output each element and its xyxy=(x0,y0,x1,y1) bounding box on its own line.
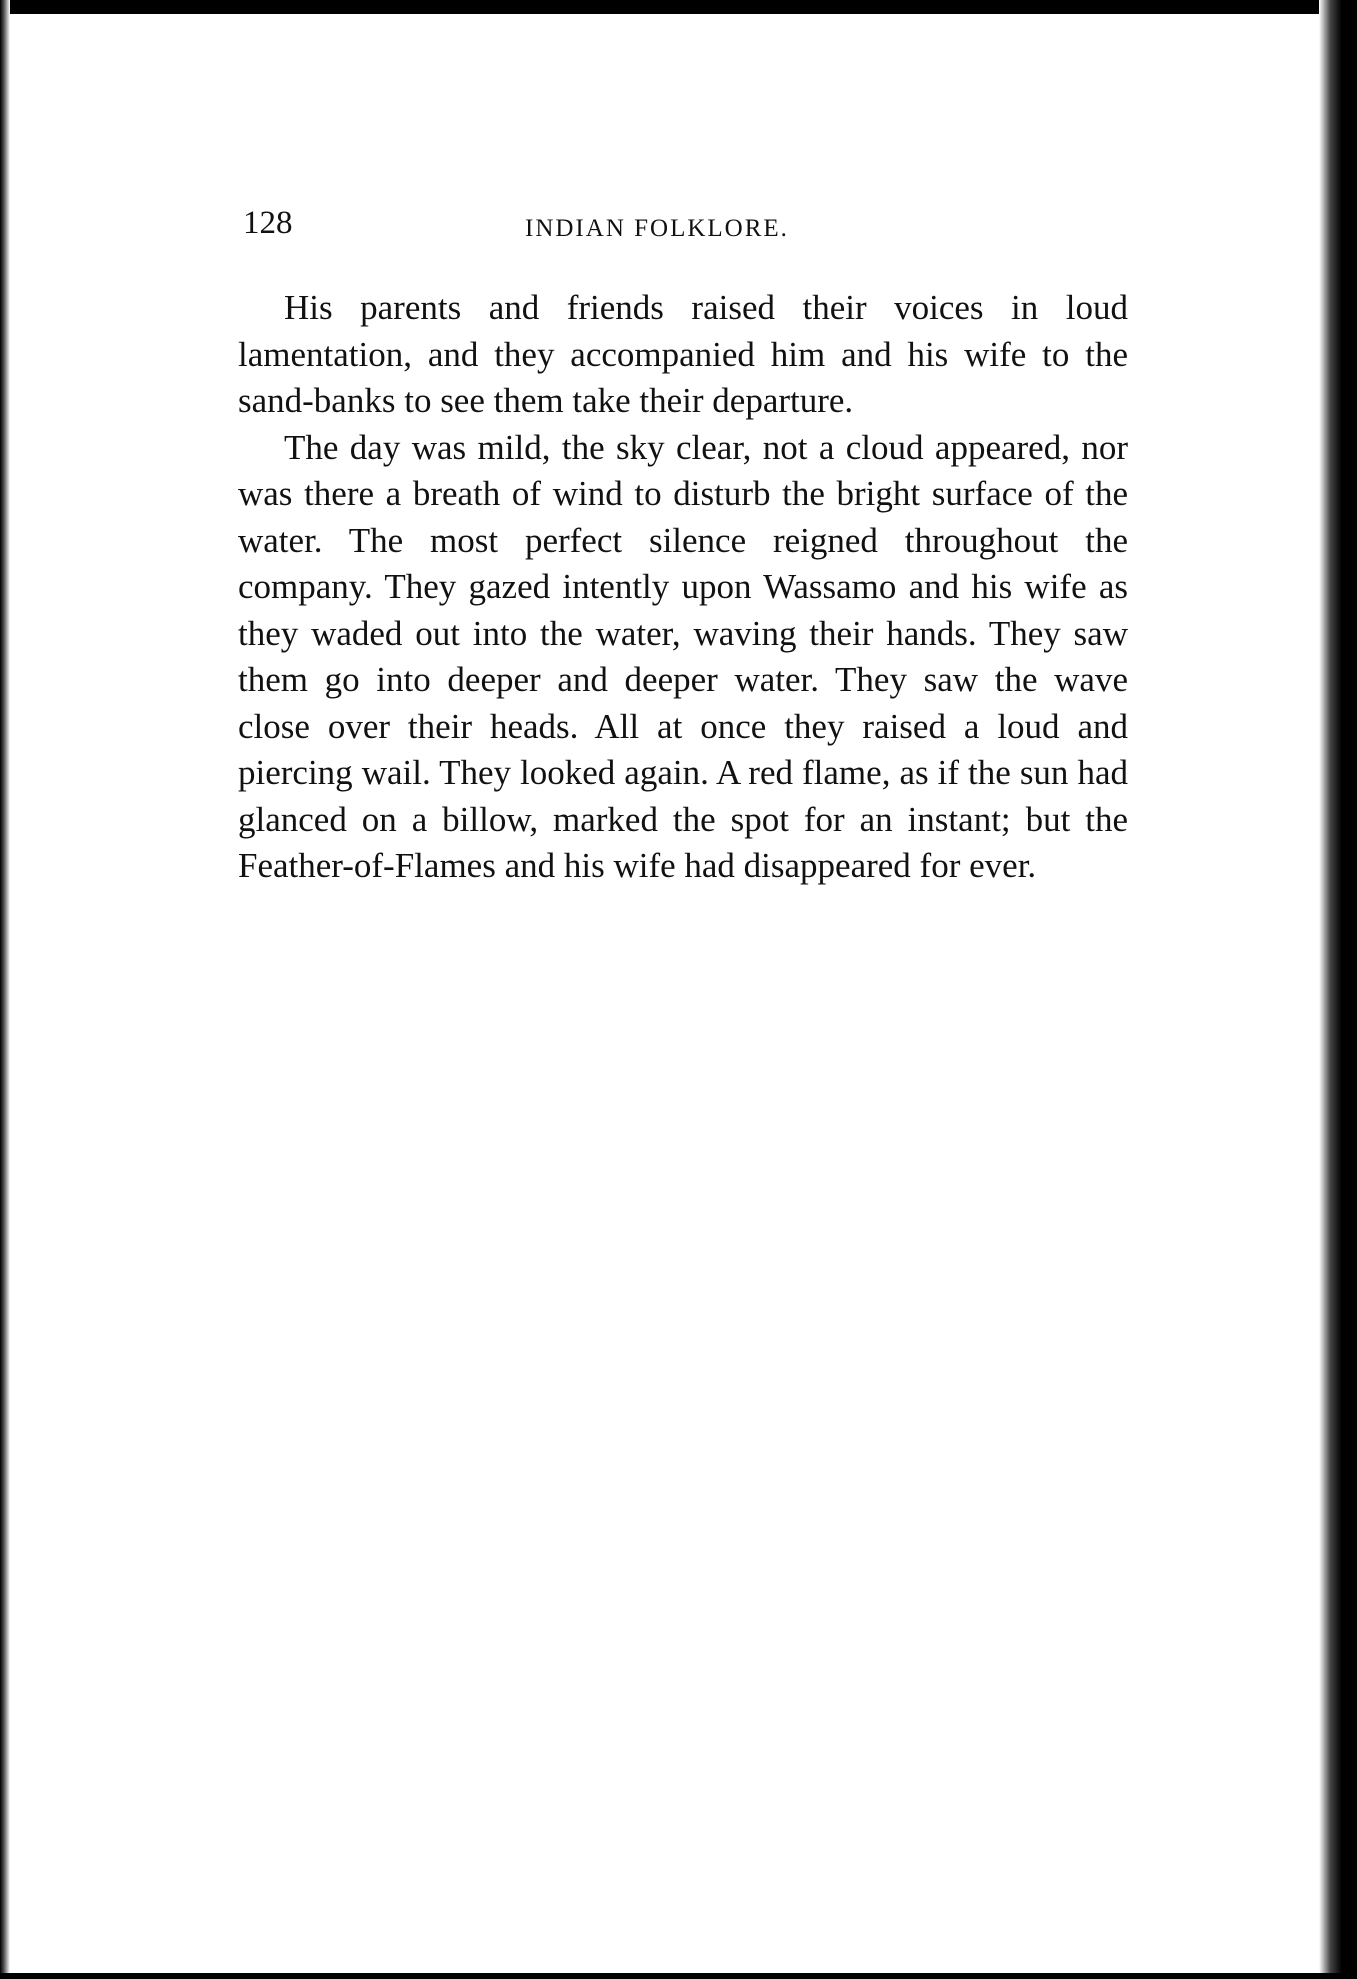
paragraph-2: The day was mild, the sky clear, not a cloud appeared, nor was there a breath of wind to disturb the bright surface of the water. The most perfect silence reigned throughout the company. They gazed intently upon Wassamo and his wife as they waded out into the water, waving their hands. They saw them go into deeper and deeper water. They saw the wave close over their heads. All at once they raised a loud and piercing wail. They looked again. A red flame, as if the sun had glanced on a billow, marked the spot for an instant; but the Feather-of-Flames and his wife had disappeared for ever. xyxy=(238,427,1128,885)
body-text xyxy=(238,285,1128,890)
running-title: INDIAN FOLKLORE. xyxy=(525,215,789,242)
paragraph-1: His parents and friends raised their voices in loud lamentation, and they accompanied him and his wife to the sand-banks to see them take their departure. xyxy=(238,288,1128,420)
page-number: 128 xyxy=(243,205,293,241)
running-head xyxy=(243,205,1123,245)
